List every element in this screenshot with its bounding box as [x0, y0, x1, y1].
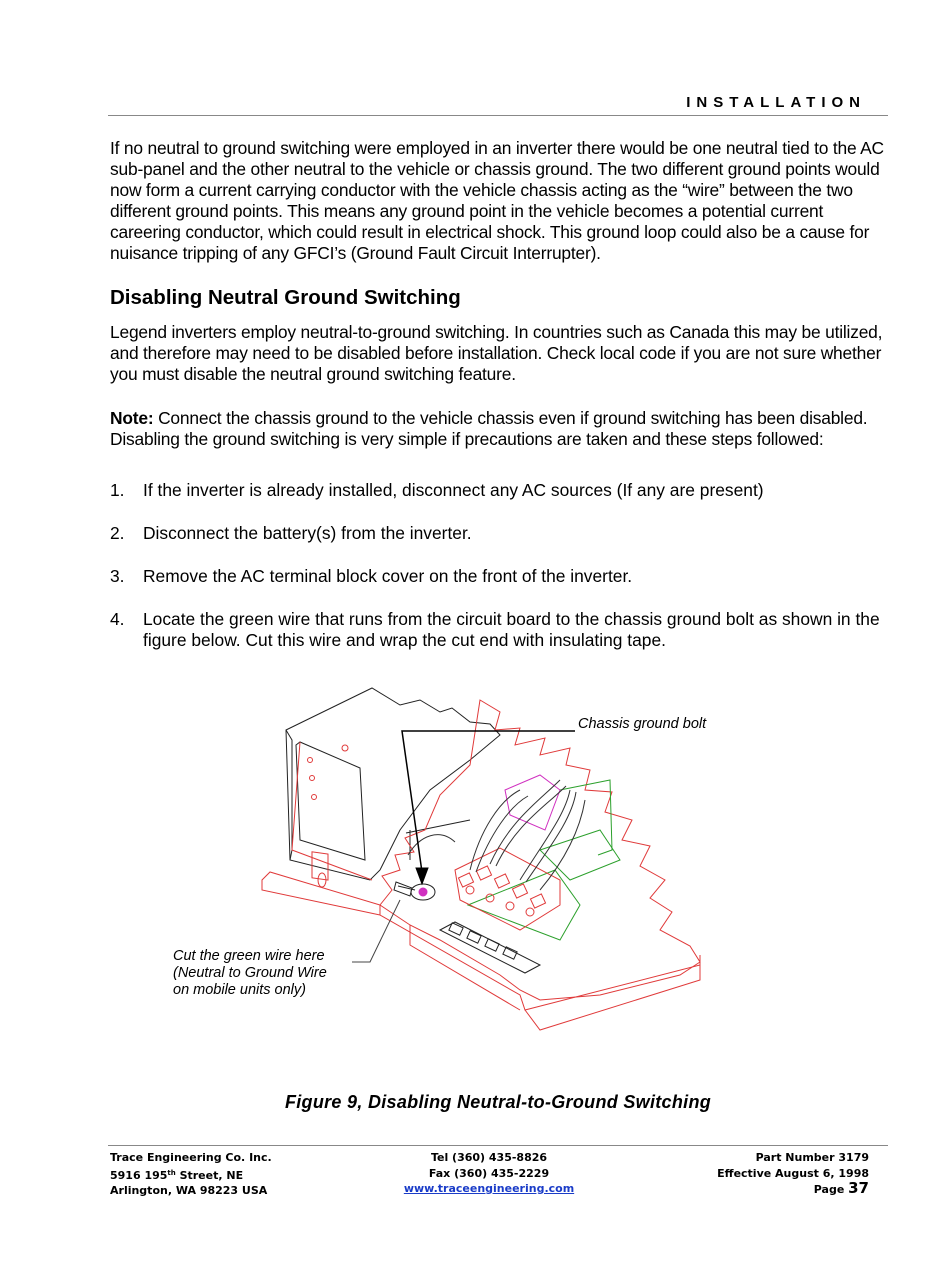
footer-divider — [108, 1145, 888, 1146]
arrowhead — [416, 868, 428, 884]
callout-chassis-ground-bolt: Chassis ground bolt — [578, 716, 707, 732]
figure-caption: Figure 9, Disabling Neutral-to-Ground Switching — [284, 1092, 712, 1112]
step-text: Disconnect the battery(s) from the inverter. — [143, 523, 472, 543]
step-number: 3. — [110, 566, 125, 586]
section-heading: Disabling Neutral Ground Switching — [110, 286, 461, 309]
inverter-diagram — [160, 680, 780, 1060]
header-divider — [108, 115, 888, 116]
circuit-board — [468, 870, 580, 940]
step-text: Remove the AC terminal block cover on the front of the inverter. — [143, 566, 633, 586]
step-item — [110, 480, 890, 501]
city: Arlington, WA 98223 USA — [110, 1184, 268, 1197]
step-number: 1. — [110, 480, 125, 500]
step-number: 2. — [110, 523, 125, 543]
step-item — [110, 523, 890, 544]
step-text: Locate the green wire that runs from the circuit board to the chassis ground bolt as shown in the figure below. Cut this wire and wrap the cut end with insulating tape. — [143, 609, 880, 650]
note-paragraph — [110, 408, 895, 450]
effective-date: Effective August 6, 1998 — [717, 1166, 869, 1180]
footer-document-info — [717, 1150, 869, 1198]
intro-paragraph: If no neutral to ground switching were employed in an inverter there would be one neutral tied to the AC sub-panel and the other neutral to the vehicle or chassis ground. The two different ground points would now form a current carrying conductor with the vehicle chassis acting as the “wire” between the two different ground points. This means any ground point in the vehicle becomes a potential current careering conductor, which could result in electrical shock. This ground loop could also be a cause for nuisance tripping of any GFCI’s (Ground Fault Circuit Interrupter). — [110, 138, 884, 263]
chassis-ground-bolt — [394, 882, 435, 900]
step-item — [110, 566, 890, 587]
led-row — [440, 922, 540, 973]
fax: Fax (360) 435-2229 — [428, 1166, 550, 1180]
step-item — [110, 609, 890, 651]
note-text: Connect the chassis ground to the vehicle chassis even if ground switching has been disabled. Disabling the ground switching is very simple if precautions are taken and these steps followed: — [110, 408, 868, 449]
callout-line: (Neutral to Ground Wire — [173, 965, 327, 981]
wires — [408, 780, 585, 890]
callout-line: on mobile units only) — [173, 982, 306, 998]
callout-cut-wire — [173, 948, 327, 999]
step-number: 4. — [110, 609, 125, 629]
page-number: 37 — [848, 1179, 869, 1197]
callout-leader-wire — [352, 900, 400, 962]
page-header-title: INSTALLATION — [686, 94, 866, 111]
website-link[interactable]: www.traceengineering.com — [403, 1182, 575, 1195]
telephone: Tel (360) 435-8826 — [430, 1151, 548, 1164]
section-paragraph: Legend inverters employ neutral-to-ground switching. In countries such as Canada this may be utilized, and therefore may need to be disabled before installation. Check local code if you are not sure whether you must disable the neutral ground switching feature. — [110, 322, 883, 384]
company-name: Trace Engineering Co. Inc. — [110, 1151, 272, 1164]
footer-contact — [400, 1150, 578, 1197]
note-label: Note: — [110, 408, 154, 428]
step-text: If the inverter is already installed, disconnect any AC sources (If any are present) — [143, 480, 764, 500]
callout-line: Cut the green wire here — [173, 948, 325, 964]
part-number: Part Number 3179 — [755, 1151, 869, 1164]
chassis-outline — [286, 688, 500, 880]
footer-address — [110, 1150, 272, 1199]
page-indicator: Page 37 — [813, 1179, 869, 1197]
street-address: 5916 195th Street, NE — [110, 1168, 244, 1182]
